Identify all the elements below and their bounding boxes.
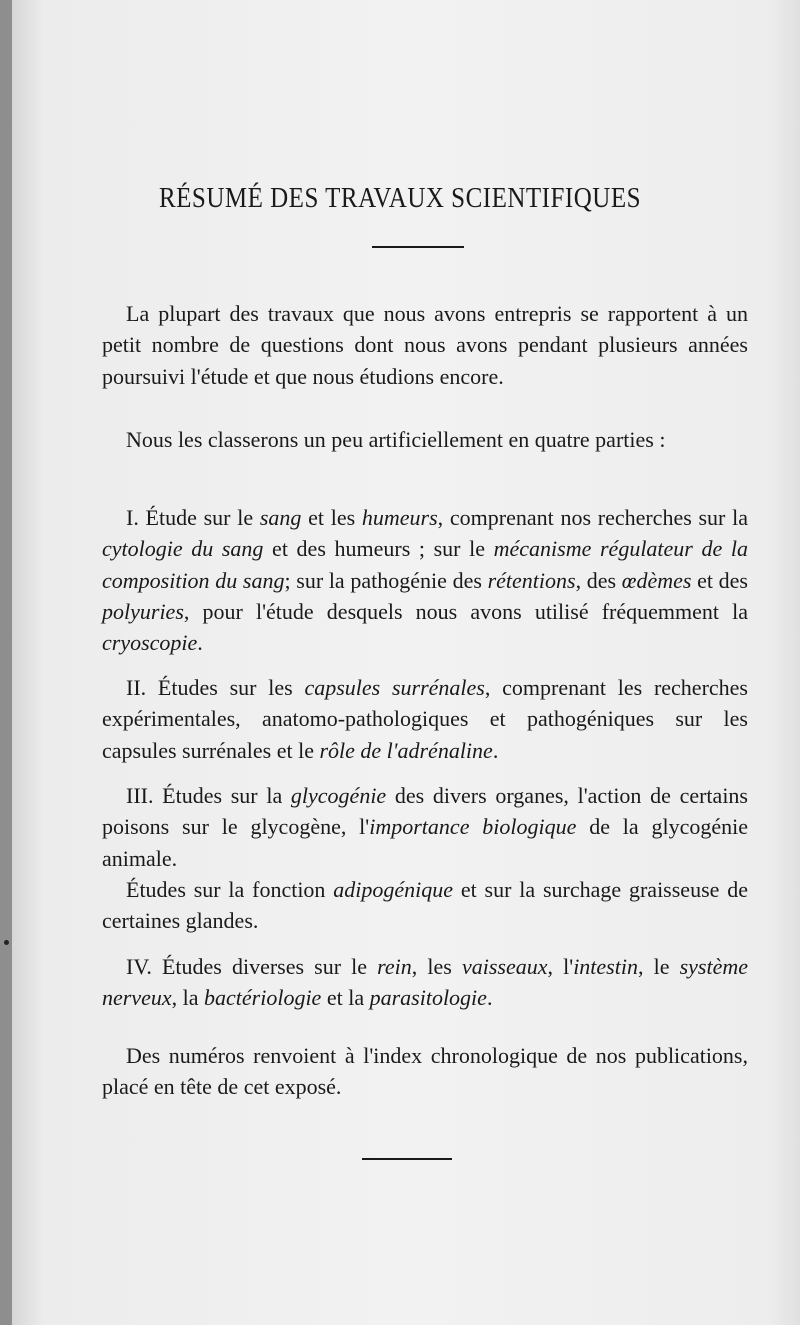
title-rule [372,246,464,248]
end-rule [362,1158,452,1160]
intro-paragraph-1: La plupart des travaux que nous avons entrepris se rapportent à un petit nombre de questions dont nous avons pendant plusieurs années poursuivi l'étude et que nous étudions encore. [102,301,748,389]
page-title: RÉSUMÉ DES TRAVAUX SCIENTIFIQUES [158,183,642,214]
section-2-paragraph: II. Études sur les capsules surrénales, comprenant les recherches expérimentales, anatomo-pathologiques et pathogéniques sur les capsules surrénales et le rôle de l'adrénaline. [102,675,748,763]
section-3-paragraph: III. Études sur la glycogénie des divers organes, l'action de certains poisons sur le glycogène, l'importance biologique de la glycogénie animale. [102,783,748,871]
section-1-paragraph: I. Étude sur le sang et les humeurs, comprenant nos recherches sur la cytologie du sang et des humeurs ; sur le mécanisme régulateur de la composition du sang; sur la pathogénie des rétentions, des œdèmes et des polyuries, pour l'étude desquels nous avons utilisé fréquemment la cryoscopie. [102,505,748,656]
closing-paragraph: Des numéros renvoient à l'index chronologique de nos publications, placé en tête de cet exposé. [102,1043,748,1100]
intro-paragraph-2: Nous les classerons un peu artificiellement en quatre parties : [126,427,666,452]
section-4-paragraph: IV. Études diverses sur le rein, les vaisseaux, l'intestin, le système nerveux, la bactériologie et la parasitologie. [102,954,748,1011]
ink-spot [4,940,9,945]
section-3b-paragraph: Études sur la fonction adipogénique et sur la surchage graisseuse de certaines glandes. [102,877,748,934]
